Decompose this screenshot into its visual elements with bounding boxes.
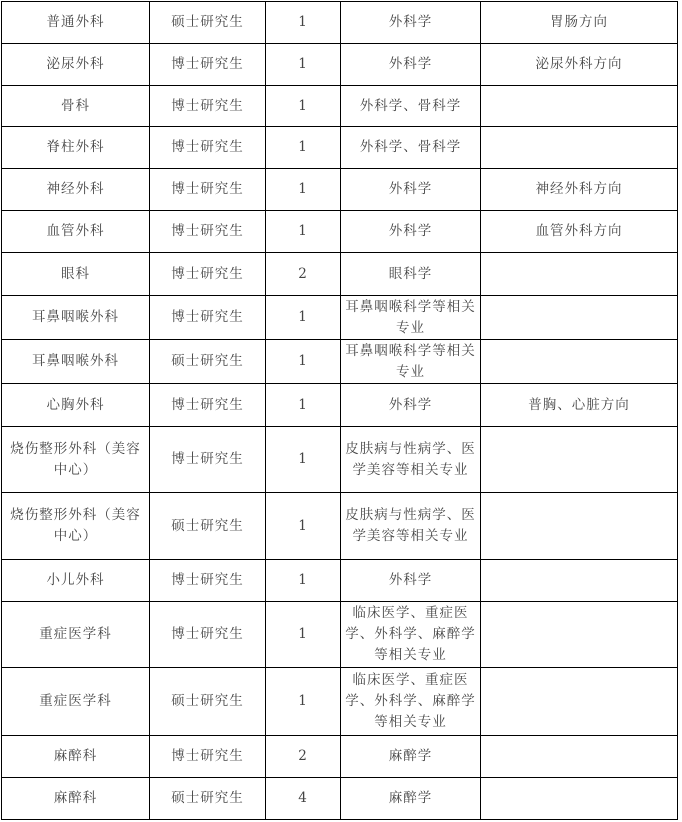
department-cell: 耳鼻咽喉外科: [2, 296, 150, 340]
table-row: [2, 560, 678, 602]
degree-cell: 博士研究生: [150, 86, 266, 127]
department-cell: 骨科: [2, 86, 150, 127]
headcount-cell: 1: [266, 560, 341, 602]
major-cell: 耳鼻咽喉科学等相关专业: [341, 296, 481, 340]
department-cell: 重症医学科: [2, 602, 150, 668]
major-cell: 外科学、骨科学: [341, 127, 481, 169]
note-cell: 血管外科方向: [481, 211, 678, 253]
headcount-cell: 1: [266, 296, 341, 340]
note-cell: 神经外科方向: [481, 169, 678, 211]
table-row: [2, 169, 678, 211]
department-cell: 心胸外科: [2, 384, 150, 427]
headcount-cell: 1: [266, 211, 341, 253]
department-cell: 麻醉科: [2, 778, 150, 820]
note-cell: [481, 296, 678, 340]
department-cell: 眼科: [2, 253, 150, 296]
degree-cell: 硕士研究生: [150, 340, 266, 384]
major-cell: 麻醉学: [341, 736, 481, 778]
note-cell: [481, 86, 678, 127]
table-row: [2, 778, 678, 820]
note-cell: [481, 668, 678, 736]
major-cell: 眼科学: [341, 253, 481, 296]
degree-cell: 博士研究生: [150, 560, 266, 602]
major-cell: 临床医学、重症医学、外科学、麻醉学等相关专业: [341, 602, 481, 668]
department-cell: 泌尿外科: [2, 44, 150, 86]
major-cell: 外科学: [341, 211, 481, 253]
major-cell: 外科学: [341, 169, 481, 211]
department-cell: 烧伤整形外科（美容中心）: [2, 493, 150, 560]
headcount-cell: 1: [266, 427, 341, 493]
major-cell: 外科学: [341, 560, 481, 602]
major-cell: 耳鼻咽喉科学等相关专业: [341, 340, 481, 384]
table-row: [2, 296, 678, 340]
department-cell: 耳鼻咽喉外科: [2, 340, 150, 384]
headcount-cell: 4: [266, 778, 341, 820]
table-row: [2, 493, 678, 560]
degree-cell: 硕士研究生: [150, 778, 266, 820]
degree-cell: 博士研究生: [150, 296, 266, 340]
note-cell: 普胸、心脏方向: [481, 384, 678, 427]
department-cell: 重症医学科: [2, 668, 150, 736]
headcount-cell: 1: [266, 493, 341, 560]
degree-cell: 博士研究生: [150, 384, 266, 427]
headcount-cell: 1: [266, 668, 341, 736]
note-cell: [481, 778, 678, 820]
table-row: [2, 44, 678, 86]
department-cell: 血管外科: [2, 211, 150, 253]
note-cell: [481, 427, 678, 493]
recruitment-table: [1, 1, 678, 820]
note-cell: [481, 253, 678, 296]
table-row: [2, 340, 678, 384]
note-cell: [481, 493, 678, 560]
department-cell: 神经外科: [2, 169, 150, 211]
major-cell: 外科学: [341, 384, 481, 427]
table-row: [2, 427, 678, 493]
table-body: [2, 2, 678, 820]
headcount-cell: 1: [266, 169, 341, 211]
major-cell: 皮肤病与性病学、医学美容等相关专业: [341, 493, 481, 560]
department-cell: 脊柱外科: [2, 127, 150, 169]
major-cell: 皮肤病与性病学、医学美容等相关专业: [341, 427, 481, 493]
table-row: [2, 211, 678, 253]
degree-cell: 博士研究生: [150, 602, 266, 668]
headcount-cell: 1: [266, 340, 341, 384]
table-row: [2, 602, 678, 668]
headcount-cell: 1: [266, 602, 341, 668]
degree-cell: 博士研究生: [150, 211, 266, 253]
degree-cell: 博士研究生: [150, 127, 266, 169]
headcount-cell: 1: [266, 44, 341, 86]
major-cell: 外科学、骨科学: [341, 86, 481, 127]
department-cell: 烧伤整形外科（美容中心）: [2, 427, 150, 493]
department-cell: 普通外科: [2, 2, 150, 44]
degree-cell: 硕士研究生: [150, 2, 266, 44]
degree-cell: 博士研究生: [150, 44, 266, 86]
table-row: [2, 253, 678, 296]
note-cell: 泌尿外科方向: [481, 44, 678, 86]
degree-cell: 博士研究生: [150, 253, 266, 296]
headcount-cell: 1: [266, 127, 341, 169]
major-cell: 临床医学、重症医学、外科学、麻醉学等相关专业: [341, 668, 481, 736]
major-cell: 外科学: [341, 2, 481, 44]
table-row: [2, 2, 678, 44]
table-row: [2, 127, 678, 169]
degree-cell: 博士研究生: [150, 736, 266, 778]
table-row: [2, 736, 678, 778]
department-cell: 麻醉科: [2, 736, 150, 778]
table-row: [2, 86, 678, 127]
major-cell: 外科学: [341, 44, 481, 86]
headcount-cell: 1: [266, 2, 341, 44]
note-cell: [481, 736, 678, 778]
department-cell: 小儿外科: [2, 560, 150, 602]
headcount-cell: 1: [266, 384, 341, 427]
major-cell: 麻醉学: [341, 778, 481, 820]
headcount-cell: 2: [266, 253, 341, 296]
note-cell: [481, 602, 678, 668]
note-cell: 胃肠方向: [481, 2, 678, 44]
note-cell: [481, 560, 678, 602]
degree-cell: 博士研究生: [150, 427, 266, 493]
headcount-cell: 1: [266, 86, 341, 127]
note-cell: [481, 340, 678, 384]
headcount-cell: 2: [266, 736, 341, 778]
degree-cell: 硕士研究生: [150, 668, 266, 736]
note-cell: [481, 127, 678, 169]
degree-cell: 硕士研究生: [150, 493, 266, 560]
table-row: [2, 668, 678, 736]
table-row: [2, 384, 678, 427]
degree-cell: 博士研究生: [150, 169, 266, 211]
